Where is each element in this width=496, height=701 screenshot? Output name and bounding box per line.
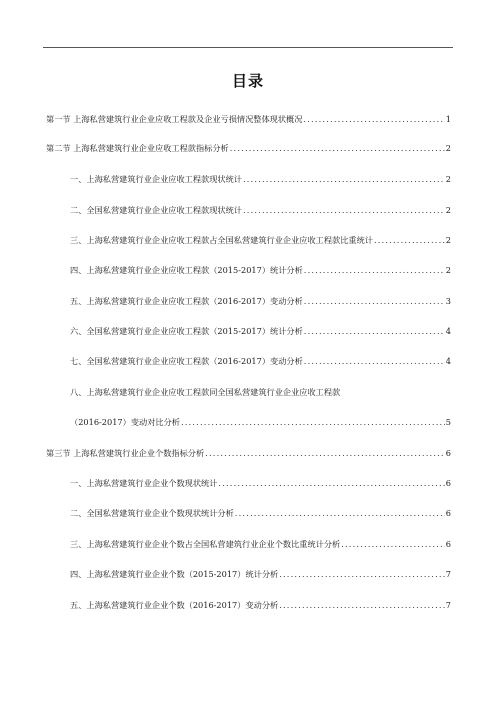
- toc-leader-dots: [243, 204, 445, 216]
- toc-leader-dots: [218, 477, 444, 489]
- toc-leader-dots: [243, 173, 445, 185]
- toc-page-number: 2: [445, 174, 451, 184]
- toc-entry-label: 第三节 上海私营建筑行业企业个数指标分析: [46, 448, 205, 458]
- toc-leader-dots: [341, 538, 445, 550]
- toc-title: 目录: [231, 72, 264, 90]
- toc-entry-section-2[interactable]: [46, 142, 451, 154]
- toc-page-number: 6: [445, 539, 451, 549]
- toc-entry-3-5[interactable]: [70, 599, 451, 611]
- toc-leader-dots: [181, 416, 445, 428]
- toc-page-number: 1: [445, 114, 451, 124]
- toc-entry-label: 一、上海私营建筑行业企业个数现状统计: [70, 478, 218, 488]
- toc-entry-2-8[interactable]: [70, 416, 451, 428]
- toc-entry-label: 四、上海私营建筑行业企业应收工程款（2015-2017）统计分析: [70, 265, 303, 275]
- toc-entry-label: 三、上海私营建筑行业企业应收工程款占全国私营建筑行业企业应收工程款比重统计: [70, 235, 373, 245]
- toc-leader-dots: [374, 234, 445, 246]
- toc-entry-3-2[interactable]: [70, 507, 451, 519]
- toc-entry-3-3[interactable]: [70, 538, 451, 550]
- toc-entry-label: 七、全国私营建筑行业企业应收工程款（2016-2017）变动分析: [70, 356, 303, 366]
- toc-page-number: 7: [445, 600, 451, 610]
- header-rule: [43, 47, 453, 48]
- toc-entry-label: 第二节 上海私营建筑行业企业应收工程款指标分析: [46, 143, 229, 153]
- toc-entry-2-1[interactable]: [70, 173, 451, 185]
- toc-page-number: 7: [445, 569, 451, 579]
- toc-entry-2-3[interactable]: [70, 234, 451, 246]
- toc-leader-dots: [304, 355, 445, 367]
- toc-entry-2-7[interactable]: [70, 355, 451, 367]
- toc-leader-dots: [205, 447, 445, 459]
- toc-entry-label: 二、全国私营建筑行业企业应收工程款现状统计: [70, 205, 242, 215]
- toc-page-number: 4: [445, 356, 451, 366]
- toc-entry-label: 二、全国私营建筑行业企业个数现状统计分析: [70, 508, 234, 518]
- toc-entry-2-6[interactable]: [70, 325, 451, 337]
- toc-page-number: 6: [445, 448, 451, 458]
- toc-leader-dots: [279, 568, 445, 580]
- toc-page-number: 2: [445, 143, 451, 153]
- toc-entry-2-5[interactable]: [70, 295, 451, 307]
- toc-entry-3-4[interactable]: [70, 568, 451, 580]
- toc-leader-dots: [230, 142, 445, 154]
- toc-page-number: 2: [445, 235, 451, 245]
- toc-leader-dots: [303, 113, 444, 125]
- toc-leader-dots: [304, 325, 445, 337]
- toc-leader-dots: [279, 599, 445, 611]
- toc-entry-section-3[interactable]: [46, 447, 451, 459]
- toc-leader-dots: [304, 264, 445, 276]
- toc-page-number: 6: [445, 478, 451, 488]
- toc-entry-label: 第一节 上海私营建筑行业企业应收工程款及企业亏损情况整体现状概况: [46, 114, 303, 124]
- toc-page-number: 5: [445, 417, 451, 427]
- toc-entry-3-1[interactable]: [70, 477, 451, 489]
- toc-entry-label: 五、上海私营建筑行业企业应收工程款（2016-2017）变动分析: [70, 296, 303, 306]
- toc-page-number: 4: [445, 326, 451, 336]
- toc-entry-label: 六、全国私营建筑行业企业应收工程款（2015-2017）统计分析: [70, 326, 303, 336]
- toc-entry-label: 一、上海私营建筑行业企业应收工程款现状统计: [70, 174, 242, 184]
- toc-entry-label: 五、上海私营建筑行业企业个数（2016-2017）变动分析: [70, 600, 279, 610]
- toc-page-number: 3: [445, 296, 451, 306]
- toc-entry-2-2[interactable]: [70, 204, 451, 216]
- toc-page-number: 2: [445, 265, 451, 275]
- toc-entry-label: 四、上海私营建筑行业企业个数（2015-2017）统计分析: [70, 569, 279, 579]
- toc-page-number: 6: [445, 508, 451, 518]
- toc-page-number: 2: [445, 205, 451, 215]
- toc-leader-dots: [304, 295, 445, 307]
- toc-leader-dots: [235, 507, 445, 519]
- toc-entry-section-1[interactable]: [46, 113, 451, 125]
- toc-entry-2-4[interactable]: [70, 264, 451, 276]
- toc-entry-label: 三、上海私营建筑行业企业个数占全国私营建筑行业企业个数比重统计分析: [70, 539, 341, 549]
- toc-entry-label: （2016-2017）变动对比分析: [70, 417, 180, 427]
- toc-entry-2-8-line1[interactable]: 八、上海私营建筑行业企业应收工程款同全国私营建筑行业企业应收工程款: [70, 387, 341, 397]
